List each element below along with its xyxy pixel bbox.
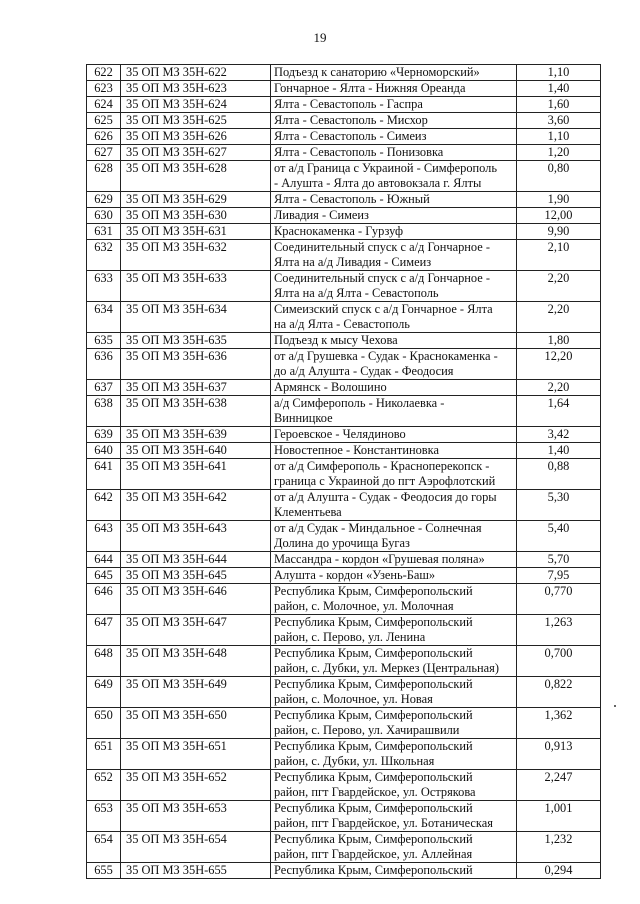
road-code-cell: 35 ОП МЗ 35Н-648	[121, 646, 271, 677]
row-number-cell: 654	[87, 832, 121, 863]
table-row	[87, 192, 601, 208]
road-name-line: Ялта на а/д Ялта - Севастополь	[274, 286, 439, 300]
table-row	[87, 97, 601, 113]
road-code-cell: 35 ОП МЗ 35Н-651	[121, 739, 271, 770]
road-name-cell	[271, 208, 517, 224]
row-number-cell: 650	[87, 708, 121, 739]
road-name-cell	[271, 271, 517, 302]
road-name-line: от а/д Алушта - Судак - Феодосия до горы	[274, 490, 497, 504]
road-name-line: от а/д Судак - Миндальное - Солнечная	[274, 521, 482, 535]
road-name-line: район, с. Дубки, ул. Школьная	[274, 754, 435, 768]
road-name-line: а/д Симферополь - Николаевка -	[274, 396, 445, 410]
road-name-line: - Алушта - Ялта до автовокзала г. Ялты	[274, 176, 482, 190]
row-number-cell: 638	[87, 396, 121, 427]
row-number-cell: 646	[87, 584, 121, 615]
row-number-cell: 647	[87, 615, 121, 646]
road-name-line: Ялта - Севастополь - Симеиз	[274, 129, 427, 143]
road-length-cell: 1,64	[517, 396, 601, 427]
road-name-cell	[271, 224, 517, 240]
row-number-cell: 655	[87, 863, 121, 879]
row-number-cell: 628	[87, 161, 121, 192]
table-row	[87, 490, 601, 521]
road-length-cell: 3,42	[517, 427, 601, 443]
road-name-line: район, с. Молочное, ул. Молочная	[274, 599, 454, 613]
road-name-line: Ливадия - Симеиз	[274, 208, 369, 222]
table-row	[87, 271, 601, 302]
road-length-cell: 1,90	[517, 192, 601, 208]
road-name-line: Республика Крым, Симферопольский	[274, 832, 473, 846]
table-row	[87, 65, 601, 81]
table-row	[87, 208, 601, 224]
road-length-cell: 5,40	[517, 521, 601, 552]
road-code-cell: 35 ОП МЗ 35Н-622	[121, 65, 271, 81]
road-code-cell: 35 ОП МЗ 35Н-630	[121, 208, 271, 224]
road-name-cell	[271, 863, 517, 879]
road-length-cell: 0,913	[517, 739, 601, 770]
row-number-cell: 645	[87, 568, 121, 584]
row-number-cell: 648	[87, 646, 121, 677]
road-code-cell: 35 ОП МЗ 35Н-637	[121, 380, 271, 396]
road-name-cell	[271, 443, 517, 459]
road-length-cell: 9,90	[517, 224, 601, 240]
road-length-cell: 12,20	[517, 349, 601, 380]
road-name-line: район, с. Молочное, ул. Новая	[274, 692, 433, 706]
road-name-cell	[271, 145, 517, 161]
road-name-line: Республика Крым, Симферопольский	[274, 584, 473, 598]
road-name-cell	[271, 81, 517, 97]
road-name-line: Республика Крым, Симферопольский	[274, 801, 473, 815]
row-number-cell: 629	[87, 192, 121, 208]
scan-speck	[614, 705, 616, 707]
road-name-line: Республика Крым, Симферопольский	[274, 646, 473, 660]
table-row	[87, 739, 601, 770]
road-code-cell: 35 ОП МЗ 35Н-626	[121, 129, 271, 145]
table-row	[87, 427, 601, 443]
table-row	[87, 646, 601, 677]
table-row	[87, 832, 601, 863]
road-name-cell	[271, 427, 517, 443]
table-row	[87, 349, 601, 380]
road-code-cell: 35 ОП МЗ 35Н-653	[121, 801, 271, 832]
row-number-cell: 632	[87, 240, 121, 271]
road-code-cell: 35 ОП МЗ 35Н-631	[121, 224, 271, 240]
row-number-cell: 641	[87, 459, 121, 490]
table-row	[87, 615, 601, 646]
table-row	[87, 161, 601, 192]
road-name-line: Ялта - Севастополь - Южный	[274, 192, 430, 206]
table-row	[87, 302, 601, 333]
road-name-cell	[271, 801, 517, 832]
road-length-cell: 0,700	[517, 646, 601, 677]
row-number-cell: 636	[87, 349, 121, 380]
road-code-cell: 35 ОП МЗ 35Н-643	[121, 521, 271, 552]
road-code-cell: 35 ОП МЗ 35Н-625	[121, 113, 271, 129]
road-code-cell: 35 ОП МЗ 35Н-628	[121, 161, 271, 192]
road-name-line: Алушта - кордон «Узень-Баш»	[274, 568, 436, 582]
table-row	[87, 863, 601, 879]
road-name-line: район, с. Перово, ул. Ленина	[274, 630, 426, 644]
road-name-cell	[271, 490, 517, 521]
road-name-line: Винницкое	[274, 411, 333, 425]
row-number-cell: 642	[87, 490, 121, 521]
road-name-cell	[271, 97, 517, 113]
road-name-line: Гончарное - Ялта - Нижняя Ореанда	[274, 81, 466, 95]
road-name-line: на а/д Ялта - Севастополь	[274, 317, 410, 331]
road-name-cell	[271, 770, 517, 801]
road-name-line: Республика Крым, Симферопольский	[274, 739, 473, 753]
road-name-cell	[271, 240, 517, 271]
road-length-cell: 3,60	[517, 113, 601, 129]
road-name-line: Краснокаменка - Гурзуф	[274, 224, 404, 238]
road-length-cell: 7,95	[517, 568, 601, 584]
table-row	[87, 677, 601, 708]
road-length-cell: 0,80	[517, 161, 601, 192]
road-name-cell	[271, 302, 517, 333]
table-row	[87, 333, 601, 349]
road-name-line: до а/д Алушта - Судак - Феодосия	[274, 364, 454, 378]
road-name-cell	[271, 708, 517, 739]
table-row	[87, 396, 601, 427]
road-code-cell: 35 ОП МЗ 35Н-644	[121, 552, 271, 568]
road-name-line: Ялта на а/д Ливадия - Симеиз	[274, 255, 432, 269]
road-name-line: район, пгт Гвардейское, ул. Ботаническая	[274, 816, 493, 830]
road-name-line: от а/д Грушевка - Судак - Краснокаменка -	[274, 349, 498, 363]
road-code-cell: 35 ОП МЗ 35Н-652	[121, 770, 271, 801]
table-row	[87, 584, 601, 615]
table-row	[87, 380, 601, 396]
row-number-cell: 649	[87, 677, 121, 708]
row-number-cell: 652	[87, 770, 121, 801]
road-length-cell: 1,20	[517, 145, 601, 161]
road-name-line: Республика Крым, Симферопольский	[274, 677, 473, 691]
road-code-cell: 35 ОП МЗ 35Н-641	[121, 459, 271, 490]
row-number-cell: 627	[87, 145, 121, 161]
row-number-cell: 643	[87, 521, 121, 552]
road-length-cell: 1,80	[517, 333, 601, 349]
row-number-cell: 622	[87, 65, 121, 81]
road-code-cell: 35 ОП МЗ 35Н-646	[121, 584, 271, 615]
road-name-line: Новостепное - Константиновка	[274, 443, 439, 457]
road-code-cell: 35 ОП МЗ 35Н-624	[121, 97, 271, 113]
road-name-line: Ялта - Севастополь - Гаспра	[274, 97, 423, 111]
page-number: 19	[313, 30, 327, 45]
road-name-cell	[271, 459, 517, 490]
road-length-cell: 2,10	[517, 240, 601, 271]
row-number-cell: 634	[87, 302, 121, 333]
road-name-line: Республика Крым, Симферопольский	[274, 615, 473, 629]
table-row	[87, 129, 601, 145]
road-name-line: Армянск - Волошино	[274, 380, 387, 394]
road-length-cell: 0,294	[517, 863, 601, 879]
road-name-line: Республика Крым, Симферопольский	[274, 863, 473, 877]
road-length-cell: 2,20	[517, 380, 601, 396]
road-name-line: Долина до урочища Бугаз	[274, 536, 410, 550]
road-code-cell: 35 ОП МЗ 35Н-627	[121, 145, 271, 161]
road-code-cell: 35 ОП МЗ 35Н-647	[121, 615, 271, 646]
road-name-cell	[271, 380, 517, 396]
table-row	[87, 708, 601, 739]
road-name-line: район, пгт Гвардейское, ул. Острякова	[274, 785, 476, 799]
table-row	[87, 552, 601, 568]
road-length-cell: 0,88	[517, 459, 601, 490]
row-number-cell: 626	[87, 129, 121, 145]
road-length-cell: 1,362	[517, 708, 601, 739]
row-number-cell: 651	[87, 739, 121, 770]
road-length-cell: 2,247	[517, 770, 601, 801]
road-length-cell: 1,10	[517, 65, 601, 81]
road-name-cell	[271, 739, 517, 770]
road-code-cell: 35 ОП МЗ 35Н-639	[121, 427, 271, 443]
table-row	[87, 224, 601, 240]
row-number-cell: 631	[87, 224, 121, 240]
road-length-cell: 2,20	[517, 271, 601, 302]
road-name-cell	[271, 129, 517, 145]
row-number-cell: 635	[87, 333, 121, 349]
road-length-cell: 1,10	[517, 129, 601, 145]
row-number-cell: 624	[87, 97, 121, 113]
road-name-line: Республика Крым, Симферопольский	[274, 708, 473, 722]
road-name-cell	[271, 646, 517, 677]
road-code-cell: 35 ОП МЗ 35Н-650	[121, 708, 271, 739]
road-name-line: Ялта - Севастополь - Понизовка	[274, 145, 444, 159]
road-code-cell: 35 ОП МЗ 35Н-654	[121, 832, 271, 863]
road-length-cell: 1,60	[517, 97, 601, 113]
road-length-cell: 0,822	[517, 677, 601, 708]
road-length-cell: 5,30	[517, 490, 601, 521]
road-name-cell	[271, 584, 517, 615]
row-number-cell: 640	[87, 443, 121, 459]
road-name-line: район, с. Перово, ул. Хачирашвили	[274, 723, 460, 737]
road-code-cell: 35 ОП МЗ 35Н-649	[121, 677, 271, 708]
road-name-line: Массандра - кордон «Грушевая поляна»	[274, 552, 485, 566]
road-code-cell: 35 ОП МЗ 35Н-640	[121, 443, 271, 459]
road-code-cell: 35 ОП МЗ 35Н-636	[121, 349, 271, 380]
table-row	[87, 459, 601, 490]
road-code-cell: 35 ОП МЗ 35Н-642	[121, 490, 271, 521]
road-length-cell: 1,40	[517, 443, 601, 459]
row-number-cell: 630	[87, 208, 121, 224]
road-name-line: граница с Украиной до пгт Аэрофлотский	[274, 474, 496, 488]
road-name-line: Подъезд к санаторию «Черноморский»	[274, 65, 480, 79]
road-length-cell: 1,40	[517, 81, 601, 97]
road-name-cell	[271, 192, 517, 208]
road-name-line: Соединительный спуск с а/д Гончарное -	[274, 240, 490, 254]
road-name-line: Клементьева	[274, 505, 342, 519]
road-name-cell	[271, 677, 517, 708]
road-name-line: Республика Крым, Симферопольский	[274, 770, 473, 784]
road-code-cell: 35 ОП МЗ 35Н-629	[121, 192, 271, 208]
table-row	[87, 240, 601, 271]
road-name-cell	[271, 333, 517, 349]
roads-table	[86, 64, 601, 879]
road-length-cell: 1,232	[517, 832, 601, 863]
road-name-line: Соединительный спуск с а/д Гончарное -	[274, 271, 490, 285]
row-number-cell: 639	[87, 427, 121, 443]
road-name-cell	[271, 396, 517, 427]
road-name-cell	[271, 349, 517, 380]
row-number-cell: 644	[87, 552, 121, 568]
table-row	[87, 801, 601, 832]
road-name-cell	[271, 615, 517, 646]
road-code-cell: 35 ОП МЗ 35Н-638	[121, 396, 271, 427]
road-length-cell: 1,263	[517, 615, 601, 646]
row-number-cell: 633	[87, 271, 121, 302]
road-name-line: Симеизский спуск с а/д Гончарное - Ялта	[274, 302, 493, 316]
row-number-cell: 637	[87, 380, 121, 396]
road-name-line: от а/д Граница с Украиной - Симферополь	[274, 161, 498, 175]
road-code-cell: 35 ОП МЗ 35Н-645	[121, 568, 271, 584]
road-name-line: район, с. Дубки, ул. Меркез (Центральная)	[274, 661, 499, 675]
table-row	[87, 81, 601, 97]
road-name-line: Ялта - Севастополь - Мисхор	[274, 113, 428, 127]
road-name-cell	[271, 521, 517, 552]
table-row	[87, 145, 601, 161]
road-name-cell	[271, 161, 517, 192]
table-row	[87, 443, 601, 459]
road-name-line: от а/д Симферополь - Красноперекопск -	[274, 459, 490, 473]
road-name-cell	[271, 552, 517, 568]
row-number-cell: 625	[87, 113, 121, 129]
roads-table-body	[87, 65, 601, 879]
table-row	[87, 770, 601, 801]
road-code-cell: 35 ОП МЗ 35Н-633	[121, 271, 271, 302]
table-row	[87, 568, 601, 584]
row-number-cell: 653	[87, 801, 121, 832]
road-code-cell: 35 ОП МЗ 35Н-632	[121, 240, 271, 271]
road-length-cell: 1,001	[517, 801, 601, 832]
road-code-cell: 35 ОП МЗ 35Н-634	[121, 302, 271, 333]
road-length-cell: 2,20	[517, 302, 601, 333]
road-code-cell: 35 ОП МЗ 35Н-655	[121, 863, 271, 879]
road-name-line: район, пгт Гвардейское, ул. Аллейная	[274, 847, 473, 861]
road-length-cell: 0,770	[517, 584, 601, 615]
road-name-cell	[271, 113, 517, 129]
road-name-cell	[271, 65, 517, 81]
table-row	[87, 113, 601, 129]
road-length-cell: 12,00	[517, 208, 601, 224]
road-code-cell: 35 ОП МЗ 35Н-635	[121, 333, 271, 349]
row-number-cell: 623	[87, 81, 121, 97]
road-name-line: Героевское - Челядиново	[274, 427, 406, 441]
road-name-line: Подъезд к мысу Чехова	[274, 333, 398, 347]
road-length-cell: 5,70	[517, 552, 601, 568]
road-code-cell: 35 ОП МЗ 35Н-623	[121, 81, 271, 97]
table-row	[87, 521, 601, 552]
road-name-cell	[271, 568, 517, 584]
road-name-cell	[271, 832, 517, 863]
